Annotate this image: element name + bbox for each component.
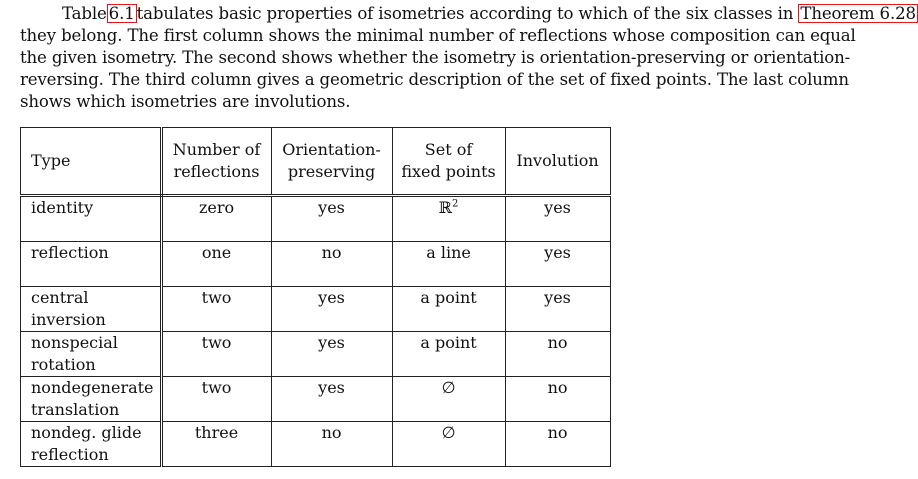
cell-type — [21, 422, 162, 467]
cell-involution: no — [505, 332, 610, 377]
isometry-properties-table — [20, 127, 611, 467]
header-type: Type — [21, 128, 162, 196]
cell-orientation: yes — [271, 196, 392, 242]
cell-reflections: three — [161, 422, 271, 467]
cell-reflections: two — [161, 332, 271, 377]
table-header-row — [21, 128, 611, 196]
cell-fixed-points — [392, 196, 505, 242]
cell-involution: no — [505, 422, 610, 467]
cell-orientation: no — [271, 242, 392, 287]
cell-involution: no — [505, 377, 610, 422]
header-orientation-preserving — [271, 128, 392, 196]
table-reference-link[interactable]: 6.1 — [108, 4, 135, 23]
header-text: Set of — [424, 140, 473, 159]
cell-reflections: two — [161, 377, 271, 422]
cell-text: nondeg. glide — [31, 423, 142, 442]
cell-text: rotation — [31, 355, 96, 374]
header-number-of-reflections — [161, 128, 271, 196]
theorem-reference-link[interactable]: Theorem 6.28 — [800, 4, 916, 23]
cell-fixed-points: ∅ — [392, 377, 505, 422]
table-row-nonspecial-rotation — [21, 332, 611, 377]
cell-type — [21, 377, 162, 422]
cell-text: identity — [31, 198, 94, 217]
header-fixed-points — [392, 128, 505, 196]
cell-text: inversion — [31, 310, 106, 329]
cell-text: reflection — [31, 445, 109, 464]
paragraph-line-4: reversing. The third column gives a geometric description of the set of fixed points. The last column — [20, 70, 849, 89]
cell-fixed-points: a point — [392, 287, 505, 332]
header-text: fixed points — [401, 162, 496, 181]
cell-text: central — [31, 288, 89, 307]
cell-type — [21, 287, 162, 332]
paragraph-text: tabulates basic properties of isometries according to which of the six classes in — [136, 4, 794, 23]
header-text: preserving — [287, 162, 376, 181]
paragraph-line-1 — [20, 3, 916, 25]
table-row-identity — [21, 196, 611, 242]
cell-reflections: two — [161, 287, 271, 332]
cell-reflections: zero — [161, 196, 271, 242]
cell-type — [21, 196, 162, 242]
cell-involution: yes — [505, 242, 610, 287]
cell-fixed-points: ∅ — [392, 422, 505, 467]
paragraph-line-2: they belong. The first column shows the minimal number of reflections whose composition can equal — [20, 26, 856, 45]
header-text: Number of — [172, 140, 261, 159]
cell-orientation: yes — [271, 377, 392, 422]
paragraph-line-3: the given isometry. The second shows whether the isometry is orientation-preserving or orientation- — [20, 48, 851, 67]
cell-fixed-points: a point — [392, 332, 505, 377]
paragraph-text: Table — [62, 4, 107, 23]
cell-involution: yes — [505, 287, 610, 332]
cell-type — [21, 332, 162, 377]
paragraph-line-5: shows which isometries are involutions. — [20, 92, 351, 111]
cell-orientation: yes — [271, 287, 392, 332]
cell-orientation: yes — [271, 332, 392, 377]
cell-text: nonspecial — [31, 333, 118, 352]
cell-type — [21, 242, 162, 287]
table-row-nondegenerate-translation — [21, 377, 611, 422]
header-text: reflections — [173, 162, 260, 181]
header-text: Orientation- — [282, 140, 381, 159]
cell-involution: yes — [505, 196, 610, 242]
cell-text: nondegenerate — [31, 378, 154, 397]
header-involution: Involution — [505, 128, 610, 196]
cell-orientation: no — [271, 422, 392, 467]
cell-text: ℝ — [438, 198, 452, 217]
intro-paragraph — [20, 3, 916, 113]
cell-fixed-points: a line — [392, 242, 505, 287]
table-row-glide-reflection — [21, 422, 611, 467]
superscript: 2 — [451, 198, 459, 210]
table-row-central-inversion — [21, 287, 611, 332]
table-row-reflection — [21, 242, 611, 287]
cell-reflections: one — [161, 242, 271, 287]
cell-text: reflection — [31, 243, 109, 262]
cell-text: translation — [31, 400, 120, 419]
